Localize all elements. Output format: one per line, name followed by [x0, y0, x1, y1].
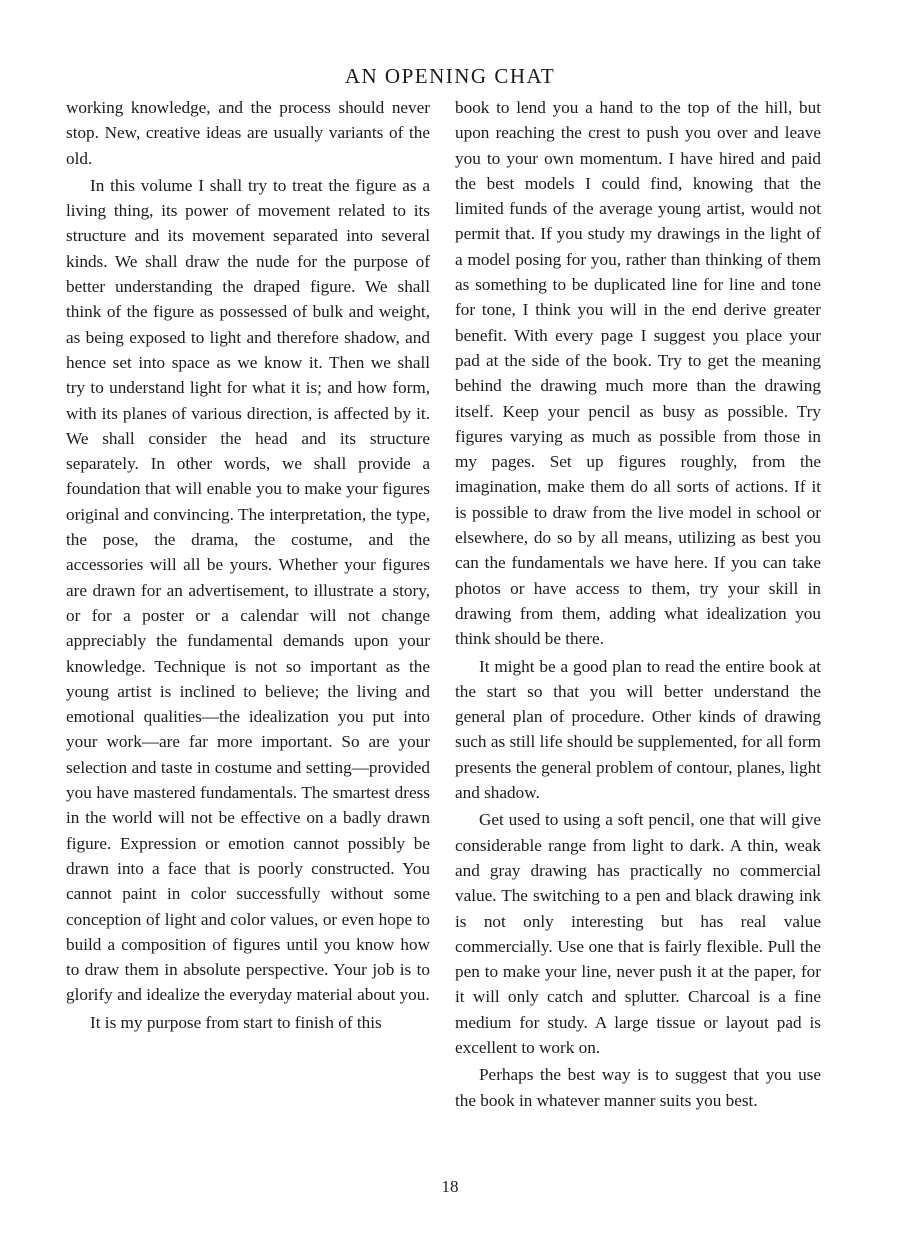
paragraph: book to lend you a hand to the top of the hill, but upon reaching the crest to push you over and leave you to your own momentum. I have hired and paid the best models I could find, knowing that the limited funds of the average young artist, would not permit that. If you study my drawings in the light of a model posing for you, rather than thinking of them as something to be duplicated line for line and tone for tone, I think you will in the end derive greater benefit. With every page I suggest you place your pad at the side of the book. Try to get the meaning behind the drawing much more than the drawing itself. Keep your pencil as busy as possible. Try figures varying as much as possible from those in my pages. Set up figures roughly, from the imagination, make them do all sorts of actions. If it is possible to draw from the live model in school or elsewhere, do so by all means, utilizing as best you can the fundamentals we have here. If you can take photos or have access to them, try your skill in drawing from them, adding what idealization you think should be there. — [455, 98, 821, 649]
paragraph: Get used to using a soft pencil, one that will give considerable range from light to dark. A thin, weak and gray drawing has practically no commercial value. The switching to a pen and black drawing ink is not only interesting but has real value commercially. Use one that is fairly flexible. Pull the pen to make your line, never push it at the paper, for it will only catch and splutter. Charcoal is a fine medium for study. A large tissue or layout pad is excellent to work on. — [455, 810, 821, 1057]
paragraph: In this volume I shall try to treat the figure as a living thing, its power of movement related to its structure and its movement separated into several kinds. We shall draw the nude for the purpose of better understanding the draped figure. We shall think of the figure as possessed of bulk and weight, as being exposed to light and therefore shadow, and hence set into space as we know it. Then we shall try to understand light for what it is; and how form, with its planes of various direction, is affected by it. We shall consider the head and its structure separately. In other words, we shall provide a foundation that will enable you to make your figures original and convincing. The interpretation, the type, the pose, the drama, the costume, and the accessories will all be yours. Whether your figures are drawn for an advertisement, to illustrate a story, or for a poster or a calendar will not change appreciably the fundamental demands upon your knowledge. Technique is not so important as the young artist is inclined to believe; the living and emotional qualities—the idealization you put into your work—are far more important. So are your selection and taste in costume and setting—provided you have mastered fundamentals. The smartest dress in the world will not be effective on a badly drawn figure. Expression or emotion cannot possibly be drawn into a face that is poorly constructed. You cannot paint in color successfully without some conception of light and color values, or even hope to build a composition of figures until you know how to draw them in absolute perspective. Your job is to glorify and idealize the everyday material about you. — [66, 175, 430, 1005]
paragraph: working knowledge, and the process should never stop. New, creative ideas are usually variants of the old. — [66, 98, 430, 168]
right-text-column — [455, 95, 821, 1115]
paragraph: It is my purpose from start to finish of this — [90, 1012, 382, 1032]
paragraph: Perhaps the best way is to suggest that you use the book in whatever manner suits you best. — [455, 1065, 821, 1110]
running-title: AN OPENING CHAT — [344, 64, 556, 88]
left-text-column — [66, 95, 430, 1037]
paragraph: It might be a good plan to read the entire book at the start so that you will better understand the general plan of procedure. Other kinds of drawing such as still life should be supplemented, for all form presents the general problem of contour, planes, light and shadow. — [455, 656, 821, 803]
page-number: 18 — [441, 1177, 459, 1196]
